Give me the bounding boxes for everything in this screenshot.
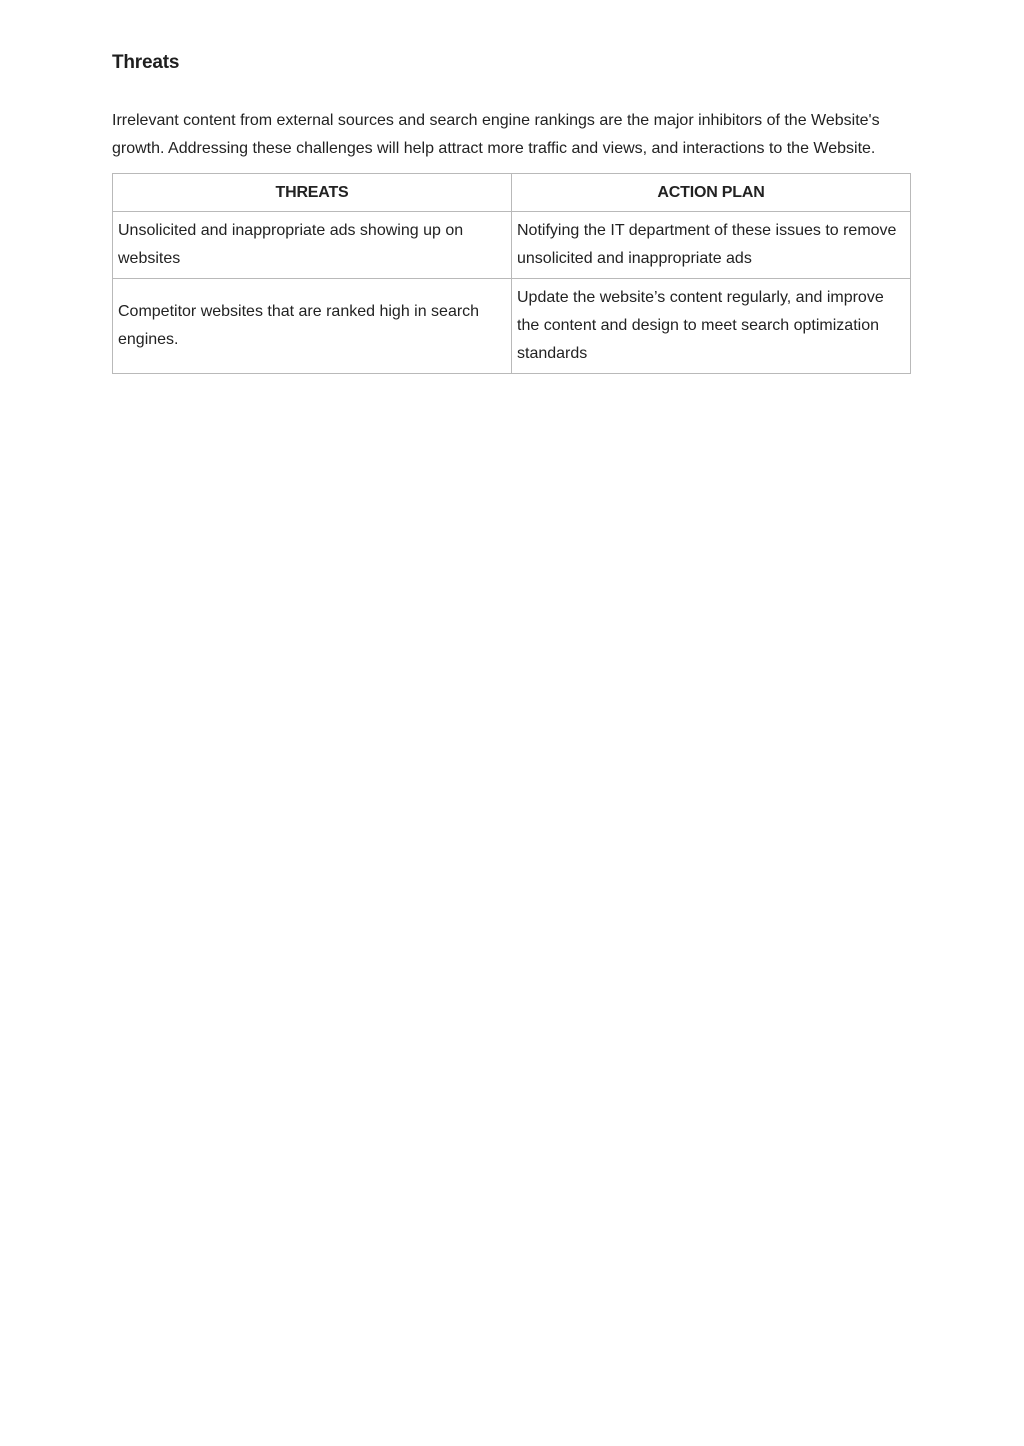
table-row xyxy=(113,279,911,374)
column-header-threats: THREATS xyxy=(113,174,512,212)
action-cell: Update the website’s content regularly, and improve the content and design to meet search optimization standards xyxy=(512,279,911,374)
table-header-row xyxy=(113,174,911,212)
column-header-action-plan: ACTION PLAN xyxy=(512,174,911,212)
intro-paragraph: Irrelevant content from external sources and search engine rankings are the major inhibitors of the Website's growth. Addressing these challenges will help attract more traffic and views, and interactions to the Website. xyxy=(112,112,880,157)
action-cell: Notifying the IT department of these issues to remove unsolicited and inappropriate ads xyxy=(512,212,911,279)
threat-cell: Competitor websites that are ranked high in search engines. xyxy=(113,279,512,374)
section-title: Threats xyxy=(112,52,180,73)
table-row xyxy=(113,212,911,279)
threat-cell: Unsolicited and inappropriate ads showing up on websites xyxy=(113,212,512,279)
threats-table xyxy=(112,173,911,374)
